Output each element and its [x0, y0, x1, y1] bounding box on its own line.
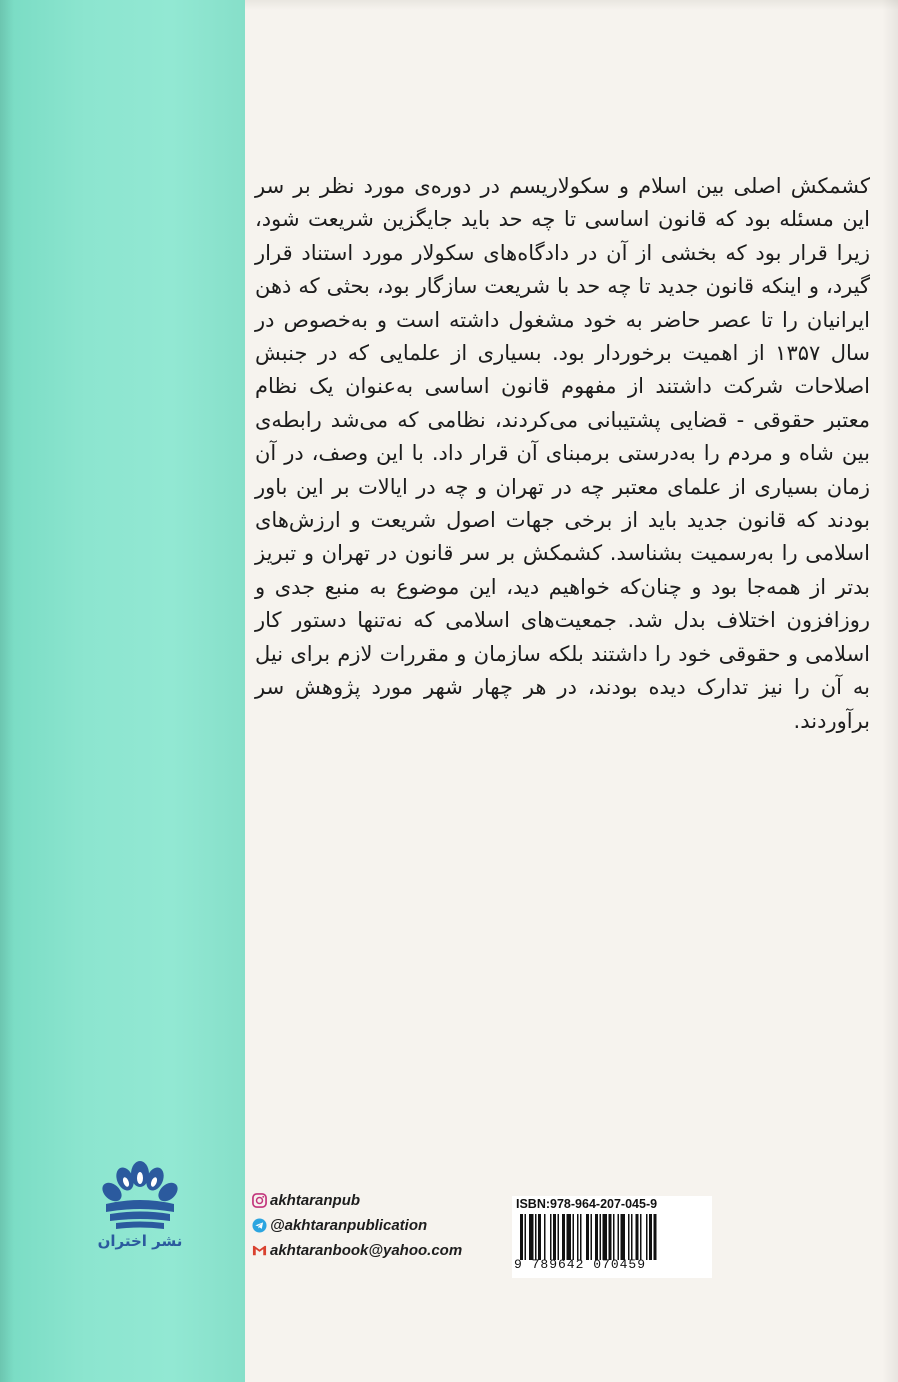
- barcode-digits: 9 789642 070459: [514, 1257, 647, 1272]
- isbn-label: ISBN:978-964-207-045-9: [516, 1197, 658, 1211]
- instagram-contact[interactable]: [252, 1188, 512, 1212]
- publisher-name: نشر اختران: [97, 1232, 183, 1250]
- telegram-handle: @akhtaranpublication: [270, 1216, 428, 1234]
- instagram-handle: akhtaranpub: [270, 1191, 361, 1209]
- email-contact[interactable]: [252, 1238, 512, 1262]
- telegram-icon: [252, 1218, 267, 1233]
- spine-shadow: [0, 0, 14, 1382]
- back-cover-blurb: کشمکش اصلی بین اسلام و سکولاریسم در دوره‌ی مورد نظر بر سر این مسئله بود که قانون اساسی تا چه حد باید جایگزین شریعت شود، زیرا قرار بود که بخشی از آن در دادگاه‌های سکولار مورد استناد قرار گیرد، و اینکه قانون جدید تا چه حد با شریعت سازگار بود، بحثی که ذهن ایرانیان را تا عصر حاضر به خود مشغول داشته است و به‌خصوص در سال ۱۳۵۷ از اهمیت برخوردار بود. بسیاری از علمایی که در جنبش اصلاحات شرکت داشتند از مفهوم قانون اساسی به‌عنوان یک نظام معتبر حقوقی - قضایی پشتیبانی می‌کردند، نظامی که می‌شد رابطه‌ی بین شاه و مردم را به‌درستی برمبنای آن قرار داد. با این وصف، در آن زمان بسیاری از علمای معتبر چه در تهران و چه در ایالات بر این باور بودند که قانون جدید باید از برخی جهات اصول شریعت و ارزش‌های اسلامی را به‌رسمیت بشناسد. کشمکش بر سر قانون در تهران و تبریز بدتر از همه‌جا بود و چنان‌که خواهیم دید، این موضوع به منبع جدی و روزافزون اختلاف بدل شد. جمعیت‌های اسلامی که نه‌تنها دستور کار اسلامی و حقوقی خود را داشتند بلکه سازمان و مقررات لازم برای نیل به آن را نیز تدارک دیده بودند، در هر چهار شهر مورد پژوهش سر برآوردند.: [255, 174, 870, 733]
- telegram-contact[interactable]: [252, 1213, 512, 1237]
- email-address: akhtaranbook@yahoo.com: [270, 1241, 463, 1259]
- publisher-emblem-icon: [100, 1160, 180, 1230]
- isbn-barcode-block: [512, 1196, 712, 1278]
- barcode-icon: [520, 1214, 706, 1260]
- gmail-icon: [252, 1243, 267, 1258]
- publisher-logo: [97, 1160, 183, 1270]
- publisher-contacts: [252, 1188, 512, 1263]
- page-edge-shadow: [882, 0, 898, 1382]
- instagram-icon: [252, 1193, 267, 1208]
